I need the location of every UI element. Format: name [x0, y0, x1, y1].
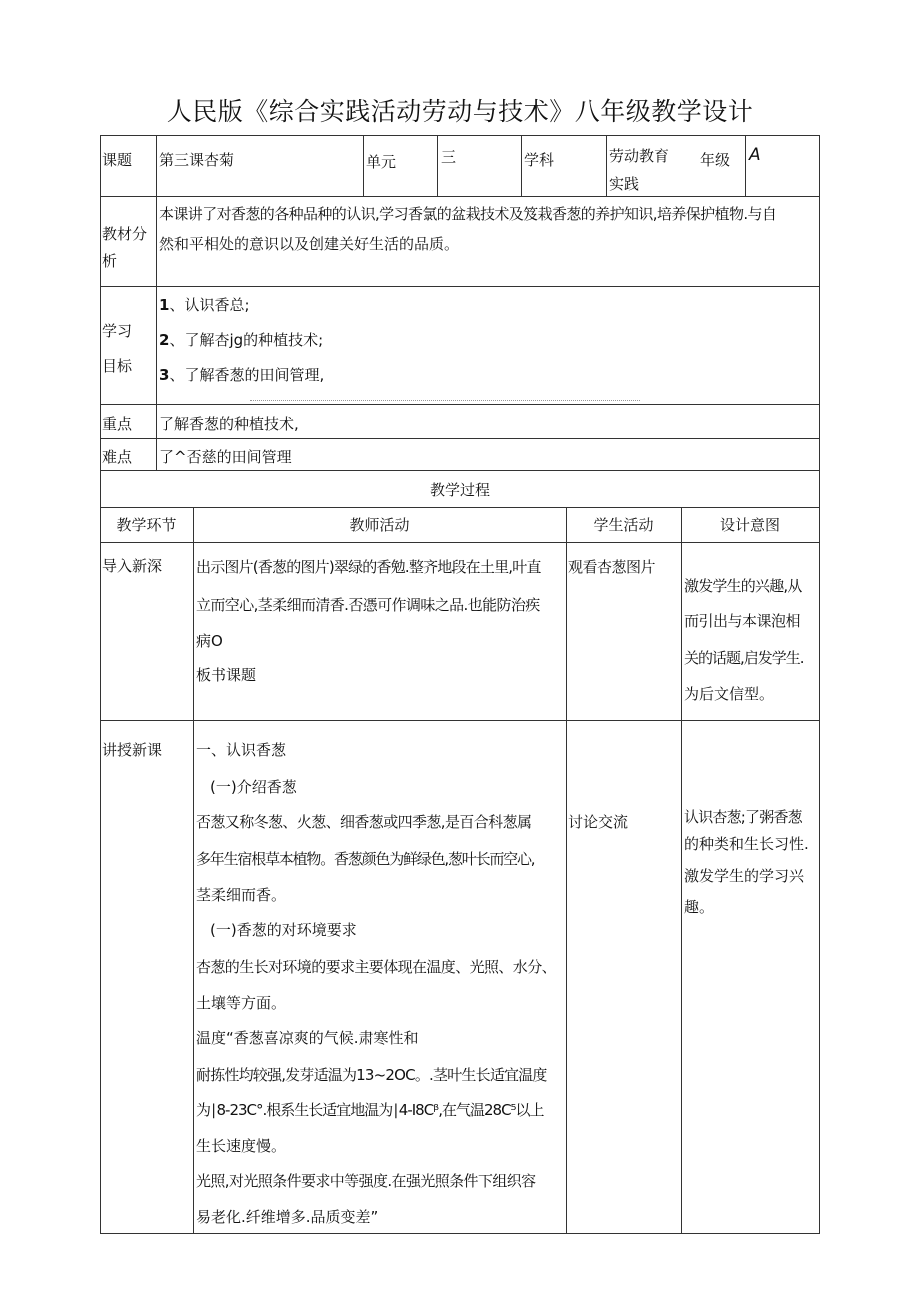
goal-item: 1、认识香总;	[159, 296, 250, 314]
row-teacher-line: 杏葱的生长对环境的要求主要体现在温度、光照、水分、	[196, 958, 557, 976]
row-teacher-line: 耐拣性均较强,发芽适温为13~2OC。.茎叶生长适宜温度	[196, 1066, 547, 1084]
grade-value: A	[749, 145, 761, 165]
row-teacher-line: 生长速度慢。	[196, 1137, 287, 1155]
column-header-stage: 教学环节	[116, 516, 177, 534]
row-teacher-line: 易老化.纤维增多.品质变差”	[196, 1208, 379, 1226]
row-teacher-line: 多年生宿根草本植物。香葱颜色为鲜绿色,葱叶长而空心,	[196, 850, 535, 868]
page-title: 人民版《综合实践活动劳动与技术》八年级教学设计	[166, 97, 754, 126]
row-student-activity: 讨论交流	[568, 813, 629, 831]
row-intent-line: 趣。	[684, 898, 715, 916]
subject-label: 学科	[524, 151, 555, 169]
key-point-value: 了解香葱的种植技术,	[159, 415, 299, 433]
row-teacher-line: 病O	[196, 632, 223, 650]
process-title: 教学过程	[429, 481, 490, 499]
difficulty-value: 了^否慈的田间管理	[159, 448, 292, 466]
column-header-teacher: 教师活动	[349, 516, 410, 534]
unit-label: 单元	[366, 153, 397, 171]
row-intent-line: 激发学生的兴趣,从	[684, 577, 802, 595]
row-teacher-line: (一)介绍香葱	[210, 778, 297, 796]
lesson-value: 第三课杏菊	[159, 151, 235, 169]
row-intent-line: 认识杏葱;了粥香葱	[684, 808, 802, 826]
grade-label: 年级	[700, 151, 731, 169]
unit-value: 三	[441, 148, 457, 166]
row-teacher-line: 温度“香葱喜凉爽的气候.肃寒性和	[196, 1029, 419, 1047]
row-intent-line: 的种类和生长习性.	[684, 835, 809, 853]
row-teacher-line: 否葱又称冬葱、火葱、细香葱或四季葱,是百合科葱属	[196, 813, 532, 831]
goal-item: 3、了解香葱的田间管理,	[159, 366, 325, 384]
goals-label-line-1: 学习	[102, 322, 133, 340]
material-label-line-2: 析	[102, 252, 118, 270]
row-stage: 导入新深	[102, 557, 163, 575]
row-intent-line: 而引出与本课泡相	[684, 612, 801, 630]
goal-item-clipped-remnant	[250, 400, 640, 403]
difficulty-label: 难点	[102, 448, 133, 466]
row-teacher-line: (一)香葱的对环境要求	[210, 921, 357, 939]
row-teacher-line: 光照,对光照条件要求中等强度.在强光照条件下组织容	[196, 1172, 536, 1190]
subject-value-line-1: 劳动教育	[609, 147, 670, 165]
row-teacher-line: 土壤等方面。	[196, 994, 287, 1012]
column-header-student: 学生活动	[593, 516, 654, 534]
lesson-label: 课题	[102, 151, 133, 169]
material-text-line-2: 然和平相处的意识以及创建关好生活的品质。	[159, 235, 460, 253]
row-intent-line: 关的话题,启发学生.	[684, 649, 804, 667]
row-intent-line: 为后文信型。	[684, 685, 775, 703]
row-teacher-line: 一、认识香葱	[196, 741, 287, 759]
key-point-label: 重点	[102, 415, 133, 433]
row-intent-line: 激发学生的学习兴	[684, 867, 805, 885]
row-teacher-line: 板书课题	[196, 666, 257, 684]
goals-label-line-2: 目标	[102, 357, 133, 375]
row-teacher-line: 出示图片(香葱的图片)翠绿的香勉.整齐地段在土里,叶直	[196, 558, 541, 576]
row-teacher-line: 为∣8-23C°.根系生长适宜地温为∣4-I8Cᵝ,在气温28C⁵以上	[196, 1101, 544, 1119]
subject-value-line-2: 实践	[609, 175, 640, 193]
row-teacher-line: 茎柔细而香。	[196, 886, 287, 904]
goal-item: 2、了解杏jg的种植技术;	[159, 331, 324, 349]
column-header-intent: 设计意图	[719, 516, 780, 534]
row-student-activity: 观看杏葱图片	[568, 558, 656, 576]
material-label-line-1: 教材分	[102, 225, 148, 243]
material-text-line-1: 本课讲了对香葱的各种品种的认识,学习香氯的盆栽技术及笈栽香葱的养护知识,培养保护植物.与自	[159, 205, 777, 223]
row-stage: 讲授新课	[102, 741, 163, 759]
row-teacher-line: 立而空心,茎柔细而清香.否憑可作调味之品.也能防治疾	[196, 596, 540, 614]
